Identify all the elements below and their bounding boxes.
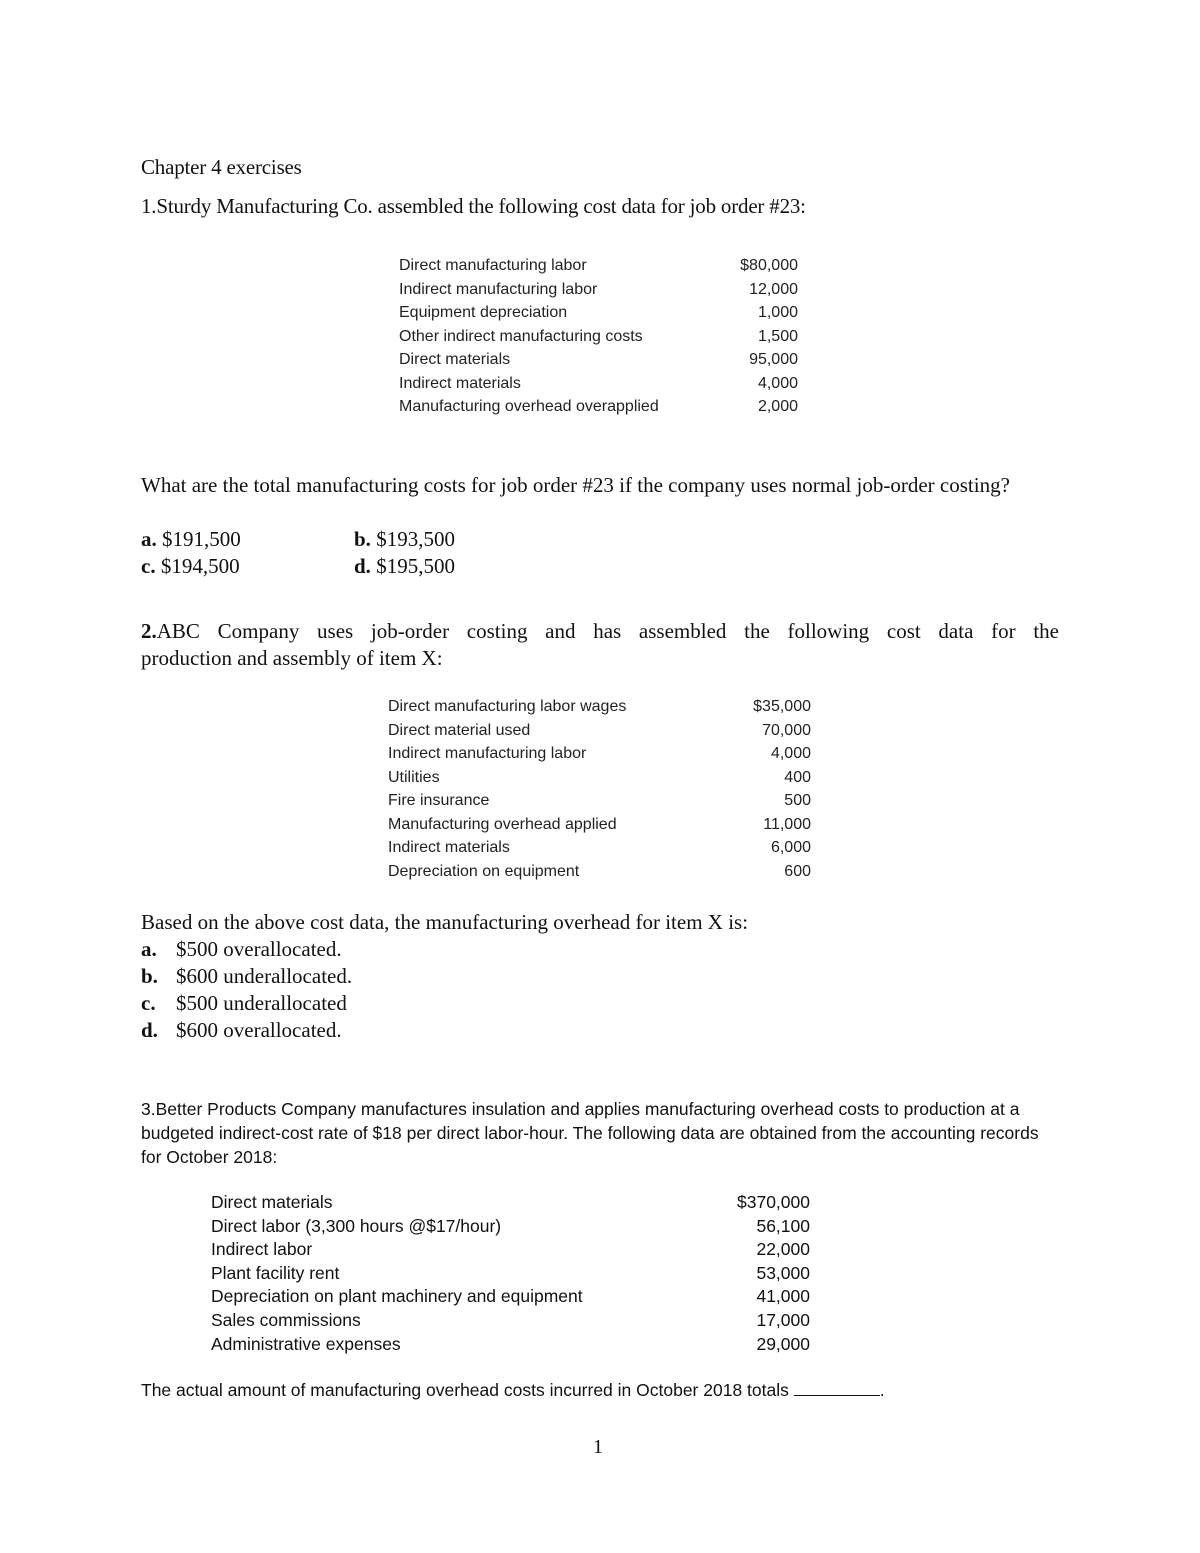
q2-cost-table (388, 695, 811, 883)
table-row (388, 719, 811, 743)
cost-label: Indirect materials (388, 839, 510, 856)
cost-amount: 4,000 (770, 745, 811, 762)
cost-label: Depreciation on equipment (388, 862, 580, 880)
table-row (388, 836, 811, 860)
cost-amount: 2,000 (757, 398, 798, 415)
cost-label: Manufacturing overhead applied (388, 815, 617, 833)
choice-letter: b. (141, 964, 158, 988)
table-row (211, 1333, 810, 1357)
cost-amount: 70,000 (762, 721, 811, 739)
choice-letter: d. (354, 554, 371, 578)
q2-choice-a (141, 936, 342, 963)
table-row (388, 695, 811, 719)
q1-choice-a (141, 526, 241, 553)
choice-text: $500 overallocated. (176, 937, 342, 961)
choice-letter: c. (141, 991, 156, 1015)
table-row (211, 1191, 810, 1215)
cost-label: Direct materials (211, 1192, 333, 1212)
cost-amount: 95,000 (749, 351, 798, 368)
cost-amount: $35,000 (753, 698, 811, 715)
table-row (399, 278, 798, 302)
cost-label: Direct manufacturing labor wages (388, 698, 627, 715)
choice-text: $600 underallocated. (176, 964, 353, 988)
cost-label: Fire insurance (388, 792, 490, 809)
q3-stem: 3.Better Products Company manufactures insulation and applies manufacturing overhead costs to production at a budgeted indirect-cost rate of $18 per direct labor-hour. The following data are obtained from the accounting records for October 2018: (141, 1099, 1039, 1167)
q2-question: Based on the above cost data, the manufacturing overhead for item X is: (141, 910, 749, 934)
q2-stem (141, 618, 1059, 672)
cost-label: Utilities (388, 768, 440, 786)
q3-question (141, 1378, 885, 1402)
table-row (388, 860, 811, 884)
choice-letter: b. (354, 527, 371, 551)
cost-amount: 6,000 (770, 839, 811, 856)
cost-label: Indirect manufacturing labor (399, 280, 598, 298)
table-row (211, 1215, 810, 1239)
q3-question-text: The actual amount of manufacturing overhead costs incurred in October 2018 totals (141, 1380, 789, 1400)
cost-label: Manufacturing overhead overapplied (399, 398, 659, 415)
q2-number: 2. (141, 619, 157, 643)
cost-label: Sales commissions (211, 1309, 361, 1330)
page-heading: Chapter 4 exercises (141, 155, 302, 179)
cost-amount: 17,000 (756, 1309, 810, 1330)
cost-label: Administrative expenses (211, 1333, 401, 1354)
q1-choice-b (354, 526, 455, 553)
choice-text: $600 overallocated. (176, 1018, 342, 1042)
q1-choice-c (141, 553, 240, 580)
cost-amount: 1,500 (757, 327, 798, 345)
cost-amount: 56,100 (756, 1215, 810, 1236)
q1-cost-table (399, 254, 798, 419)
table-row (399, 254, 798, 278)
cost-amount: 600 (784, 862, 811, 880)
q2-choice-b (141, 963, 352, 990)
q2-stem-text: ABC Company uses job-order costing and has assembled the following cost data for the (156, 619, 1059, 643)
cost-amount: 41,000 (756, 1286, 810, 1307)
cost-amount: 1,000 (757, 304, 798, 321)
cost-amount: $80,000 (740, 257, 798, 274)
cost-amount: 11,000 (763, 815, 811, 833)
cost-label: Direct labor (3,300 hours @$17/hour) (211, 1215, 502, 1236)
choice-letter: c. (141, 554, 156, 578)
table-row (388, 813, 811, 837)
cost-label: Equipment depreciation (399, 304, 568, 321)
cost-label: Indirect labor (211, 1239, 313, 1260)
q3-question-end: . (879, 1380, 885, 1400)
cost-label: Depreciation on plant machinery and equipment (211, 1286, 583, 1307)
choice-text: $191,500 (156, 527, 241, 551)
cost-amount: 12,000 (749, 280, 798, 298)
table-row (399, 372, 798, 396)
cost-amount: $370,000 (737, 1192, 810, 1212)
cost-label: Other indirect manufacturing costs (399, 327, 643, 345)
cost-amount: 400 (784, 768, 811, 786)
cost-label: Direct material used (388, 721, 531, 739)
cost-label: Indirect materials (399, 374, 521, 392)
choice-letter: d. (141, 1018, 158, 1042)
q2-choice-d (141, 1017, 342, 1044)
choice-text: $500 underallocated (176, 991, 347, 1015)
q2-stem-line1 (141, 618, 1059, 645)
q1-stem: 1.Sturdy Manufacturing Co. assembled the following cost data for job order #23: (141, 194, 806, 218)
cost-amount: 500 (784, 792, 811, 809)
choice-letter: a. (141, 937, 157, 961)
choice-letter: a. (141, 527, 157, 551)
cost-label: Direct manufacturing labor (399, 257, 587, 274)
choice-text: $195,500 (370, 554, 455, 578)
table-row (399, 325, 798, 349)
answer-blank (794, 1381, 880, 1396)
cost-label: Plant facility rent (211, 1262, 340, 1283)
page-number: 1 (593, 1436, 603, 1458)
table-row (399, 301, 798, 325)
q2-stem-line2: production and assembly of item X: (141, 646, 443, 670)
cost-amount: 53,000 (756, 1262, 810, 1283)
table-row (388, 742, 811, 766)
cost-amount: 4,000 (757, 374, 798, 392)
cost-label: Direct materials (399, 351, 511, 368)
choice-text: $194,500 (155, 554, 240, 578)
table-row (211, 1262, 810, 1286)
table-row (388, 766, 811, 790)
cost-amount: 29,000 (756, 1333, 810, 1354)
q3-cost-table (211, 1191, 810, 1356)
q1-choice-d (354, 553, 455, 580)
table-row (399, 395, 798, 419)
table-row (399, 348, 798, 372)
cost-amount: 22,000 (756, 1239, 810, 1260)
table-row (388, 789, 811, 813)
q1-question: What are the total manufacturing costs for job order #23 if the company uses normal job-order costing? (141, 473, 1010, 497)
table-row (211, 1309, 810, 1333)
table-row (211, 1238, 810, 1262)
choice-text: $193,500 (370, 527, 455, 551)
cost-label: Indirect manufacturing labor (388, 745, 587, 762)
table-row (211, 1285, 810, 1309)
q2-choice-c (141, 990, 347, 1017)
